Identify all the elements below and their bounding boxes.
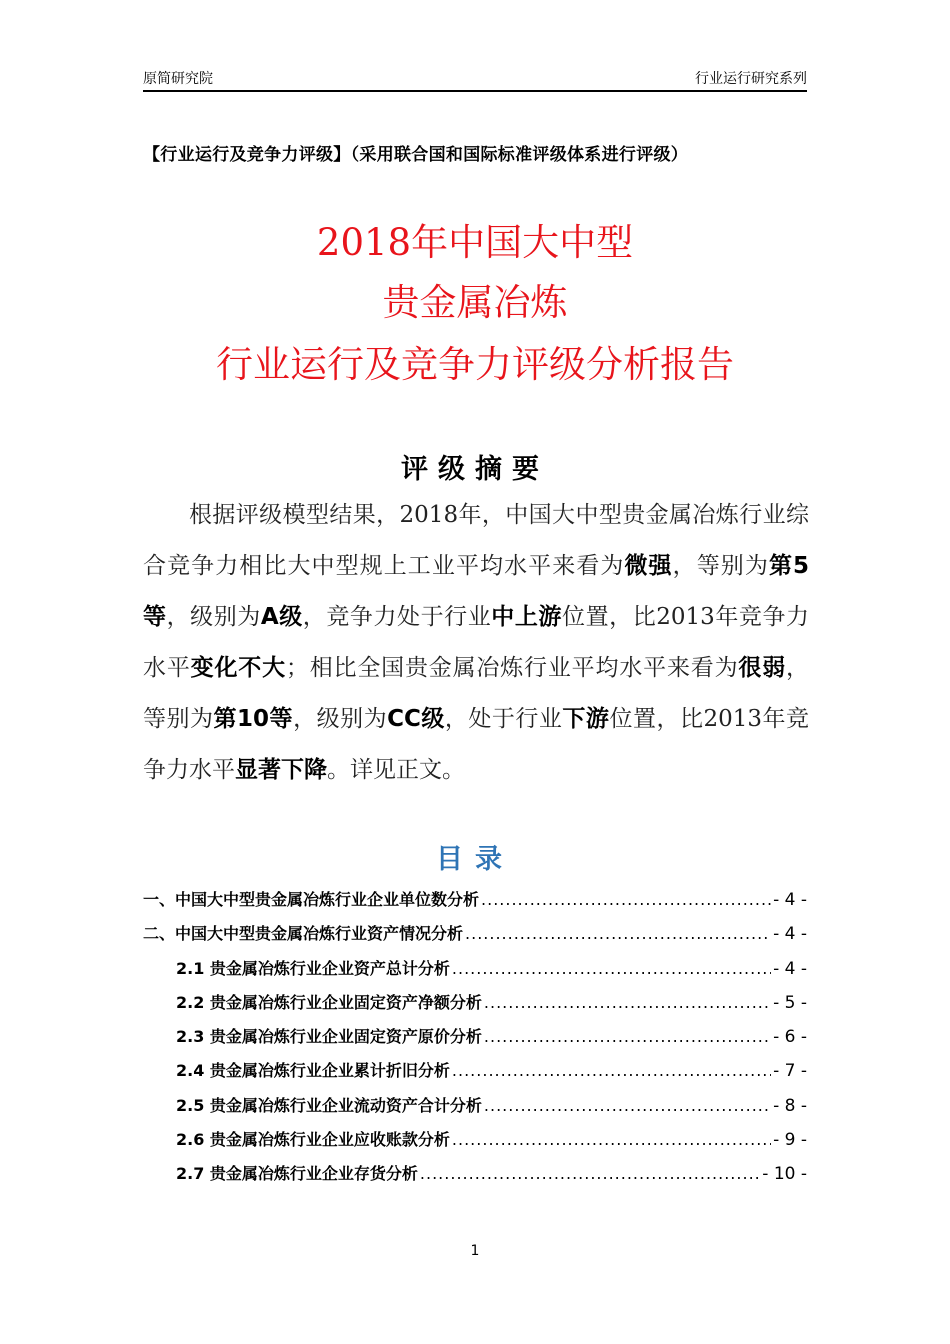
summary-highlight: 变化不大 — [190, 655, 286, 681]
summary-text: ，级别为 — [293, 706, 388, 732]
toc-leader-dots — [452, 959, 771, 978]
summary-text: 根据评级模型结果，2018年，中国大中型贵金属冶炼行业综合竞争力相比大中型规上工业平均水平来看为 — [143, 502, 809, 579]
toc-entry[interactable] — [143, 1058, 807, 1092]
toc-entry-page[interactable]: - 5 - — [773, 992, 807, 1013]
toc-heading: 目录 — [436, 844, 514, 875]
summary-highlight: 下游 — [562, 706, 610, 732]
toc-entry-label[interactable]: 二、中国大中型贵金属冶炼行业资产情况分析 — [143, 924, 464, 944]
summary-text: 位置，比2013年竞争力水平 — [143, 706, 810, 783]
toc-leader-dots — [481, 890, 771, 909]
toc-entry[interactable] — [143, 921, 807, 955]
toc-entry[interactable] — [143, 887, 807, 921]
toc-entry-page[interactable]: - 9 - — [773, 1130, 807, 1151]
toc-entry[interactable] — [143, 1024, 807, 1058]
toc-leader-dots — [484, 1027, 771, 1046]
summary-text: ，竞争力处于行业 — [302, 604, 492, 630]
toc-entry-label[interactable]: 2.2 贵金属冶炼行业企业固定资产净额分析 — [176, 992, 482, 1012]
summary-highlight: CC级 — [387, 706, 445, 732]
report-title-line-1: 2018年中国大中型 — [316, 221, 634, 264]
header-org: 原简研究院 — [143, 71, 213, 87]
summary-highlight: 第10等 — [213, 706, 294, 732]
page-header — [143, 66, 807, 92]
toc-entry-label[interactable]: 2.6 贵金属冶炼行业企业应收账款分析 — [176, 1130, 450, 1150]
summary-body — [143, 490, 809, 796]
toc-entry-page[interactable]: - 7 - — [773, 1061, 807, 1082]
toc-entry[interactable] — [143, 1093, 807, 1127]
toc-entry-page[interactable]: - 4 - — [773, 924, 807, 945]
summary-paragraph — [143, 490, 809, 796]
toc-entry-label[interactable]: 2.3 贵金属冶炼行业企业固定资产原价分析 — [176, 1027, 482, 1047]
report-title-line-3: 行业运行及竞争力评级分析报告 — [216, 343, 734, 386]
toc-entry[interactable] — [143, 1127, 807, 1161]
toc-leader-dots — [452, 1130, 771, 1149]
toc-entry-page[interactable]: - 4 - — [773, 958, 807, 979]
toc-entry[interactable] — [143, 1161, 807, 1195]
summary-text: ，级别为 — [166, 604, 261, 630]
page-number: 1 — [470, 1243, 480, 1259]
toc-entry[interactable] — [143, 956, 807, 990]
toc-leader-dots — [420, 1164, 760, 1183]
summary-highlight: 微强 — [624, 553, 673, 579]
summary-highlight: 很弱 — [738, 655, 787, 681]
summary-text: ，等别为 — [143, 655, 810, 732]
summary-heading: 评级摘要 — [401, 454, 549, 485]
summary-text: 。详见正文。 — [327, 757, 465, 783]
toc-leader-dots — [452, 1061, 771, 1080]
header-series: 行业运行研究系列 — [695, 71, 807, 87]
toc-entry-page[interactable]: - 8 - — [773, 1095, 807, 1116]
summary-highlight: A级 — [260, 604, 303, 630]
summary-text: 位置，比2013年竞争力水平 — [143, 604, 810, 681]
summary-text: ；相比全国贵金属冶炼行业平均水平来看为 — [285, 655, 739, 681]
table-of-contents — [143, 887, 807, 1196]
summary-highlight: 中上游 — [491, 604, 562, 630]
toc-entry-label[interactable]: 一、中国大中型贵金属冶炼行业企业单位数分析 — [143, 890, 480, 909]
toc-entry-label[interactable]: 2.1 贵金属冶炼行业企业资产总计分析 — [176, 958, 450, 978]
toc-leader-dots — [465, 924, 771, 943]
summary-highlight: 显著下降 — [235, 757, 327, 783]
report-title-line-2: 贵金属冶炼 — [382, 281, 568, 324]
toc-entry-label[interactable]: 2.4 贵金属冶炼行业企业累计折旧分析 — [176, 1061, 450, 1081]
toc-leader-dots — [484, 1096, 771, 1115]
toc-entry[interactable] — [143, 990, 807, 1024]
summary-highlight: 第5等 — [143, 553, 810, 630]
rating-tagline: 【行业运行及竞争力评级】（采用联合国和国际标准评级体系进行评级） — [143, 145, 689, 165]
summary-text: ，处于行业 — [444, 706, 563, 732]
toc-entry-page[interactable]: - 6 - — [773, 1027, 807, 1048]
toc-entry-label[interactable]: 2.5 贵金属冶炼行业企业流动资产合计分析 — [176, 1095, 482, 1115]
summary-text: ，等别为 — [672, 553, 769, 579]
toc-entry-label[interactable]: 2.7 贵金属冶炼行业企业存货分析 — [176, 1164, 418, 1184]
toc-entry-page[interactable]: - 10 - — [762, 1164, 807, 1185]
toc-entry-page[interactable]: - 4 - — [773, 890, 807, 910]
toc-leader-dots — [484, 993, 771, 1012]
